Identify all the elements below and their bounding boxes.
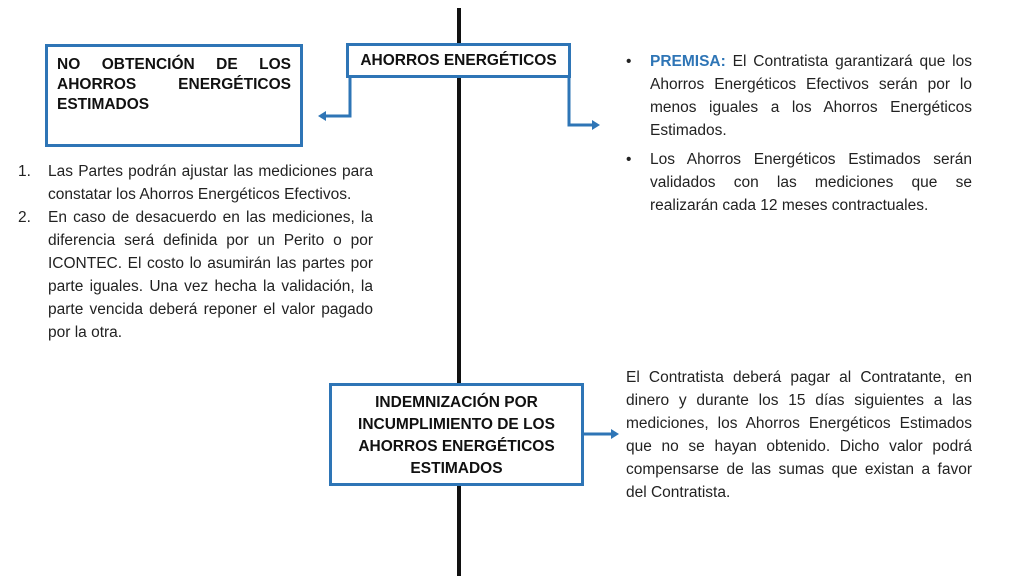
ahorros-energeticos-label: AHORROS ENERGÉTICOS (360, 52, 557, 69)
arrowhead-left (318, 111, 326, 121)
validacion-text: Los Ahorros Energéticos Estimados serán validados con las mediciones que se realizarán cada 12 meses contractuales. (650, 151, 972, 214)
premisa-text: El Contratista garantizará que los Ahorros Energéticos Efectivos serán por lo menos iguales a los Ahorros Energéticos Estimados. (650, 53, 972, 139)
premisa-label: PREMISA: (650, 53, 726, 70)
no-obtencion-box (45, 44, 303, 147)
right-bullet-list (622, 50, 972, 223)
indemnizacion-line-4: ESTIMADOS (410, 460, 503, 477)
bullet-icon: • (626, 53, 632, 70)
arrow-to-no-obtencion (324, 78, 350, 116)
list-item-text: En caso de desacuerdo en las mediciones, la diferencia será definida por un Perito o por ICONTEC. El costo lo asumirán las partes por parte iguales. Una vez hecha la validación, la parte vencida deberá reponer el valor pagado por la otra. (48, 209, 373, 341)
arrow-to-premisa (569, 78, 593, 125)
bullet-item-premisa (622, 50, 972, 142)
left-numbered-list (18, 160, 373, 344)
list-item-text: Las Partes podrán ajustar las mediciones para constatar los Ahorros Energéticos Efectivos. (48, 163, 373, 203)
arrowhead-right-top (592, 120, 600, 130)
list-item (18, 160, 373, 206)
list-item (18, 206, 373, 344)
indemnizacion-line-1: INDEMNIZACIÓN POR (375, 394, 538, 411)
list-item-number: 2. (18, 209, 31, 226)
ahorros-energeticos-box (346, 43, 571, 78)
indemnizacion-box (329, 383, 584, 486)
indemnizacion-description: El Contratista deberá pagar al Contratante, en dinero y durante los 15 días siguientes a las mediciones, los Ahorros Energéticos Estimados que no se hayan obtenido. Dicho valor podrá compensarse de las sumas que existan a favor del Contratista. (626, 369, 972, 501)
list-item-number: 1. (18, 163, 31, 180)
bullet-icon: • (626, 151, 632, 168)
no-obtencion-line-1: NO OBTENCIÓN DE LOS (57, 56, 291, 73)
no-obtencion-line-2: AHORROS ENERGÉTICOS (57, 76, 291, 93)
indemnizacion-line-3: AHORROS ENERGÉTICOS (358, 438, 555, 455)
bullet-item-validacion (622, 148, 972, 217)
no-obtencion-line-3: ESTIMADOS (57, 96, 150, 113)
arrowhead-right-bottom (611, 429, 619, 439)
indemnizacion-line-2: INCUMPLIMIENTO DE LOS (358, 416, 555, 433)
